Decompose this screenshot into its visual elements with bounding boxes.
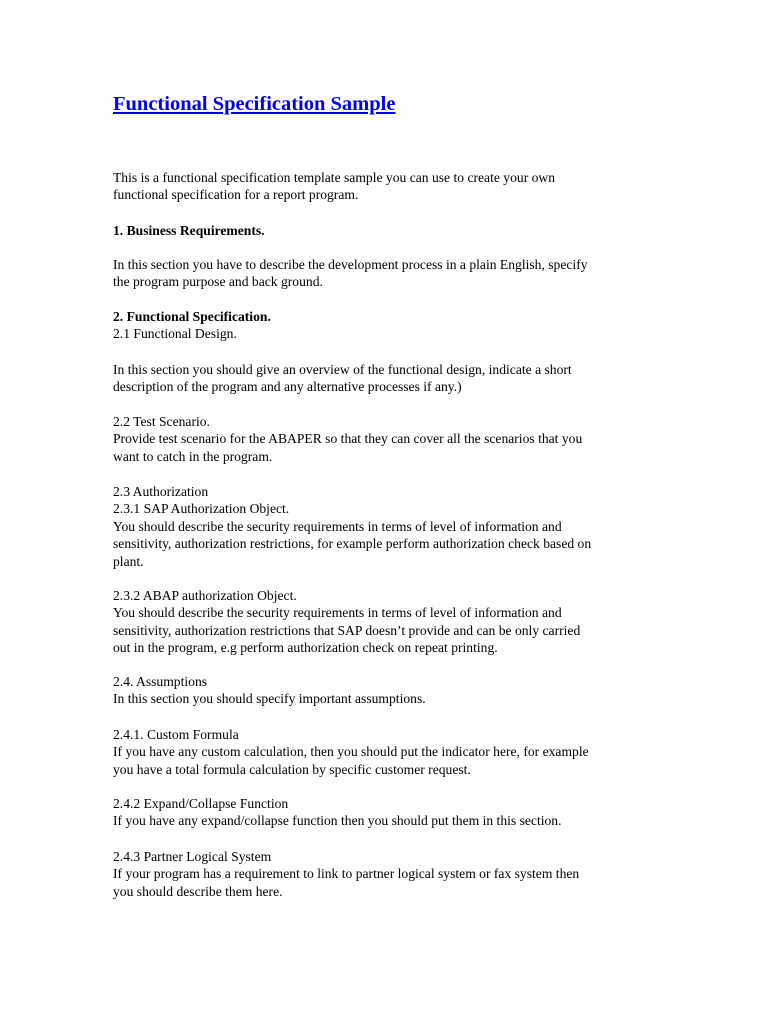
subheading-2-4: 2.4. Assumptions xyxy=(113,674,208,689)
section-2-4 xyxy=(113,673,673,708)
body-line: out in the program, e.g perform authorization check on repeat printing. xyxy=(113,640,498,656)
document-title-link[interactable]: Functional Specification Sample xyxy=(113,93,396,115)
body-line: plant. xyxy=(113,553,144,569)
body-line: the program purpose and back ground. xyxy=(113,274,323,290)
body-line: If you have any expand/collapse function then you should put them in this section. xyxy=(113,813,562,829)
intro-paragraph xyxy=(113,169,673,204)
body-line: description of the program and any alternative processes if any.) xyxy=(113,379,462,395)
section-2-4-3 xyxy=(113,848,673,900)
section-2-2 xyxy=(113,413,673,465)
section-1-body xyxy=(113,256,673,291)
section-2-heading xyxy=(113,308,673,343)
subheading-2-2: 2.2 Test Scenario. xyxy=(113,414,210,429)
heading-text: 2. Functional Specification. xyxy=(113,309,271,324)
section-2-4-1 xyxy=(113,726,673,778)
section-2-3-2 xyxy=(113,587,673,657)
subheading-2-3-2: 2.3.2 ABAP authorization Object. xyxy=(113,588,297,603)
body-line: want to catch in the program. xyxy=(113,448,273,464)
subheading-2-3: 2.3 Authorization xyxy=(113,484,209,499)
intro-line: functional specification for a report program. xyxy=(113,187,359,203)
body-line: In this section you should give an overview of the functional design, indicate a short xyxy=(113,362,572,377)
intro-line: This is a functional specification template sample you can use to create your own xyxy=(113,170,556,185)
section-2-3 xyxy=(113,483,673,570)
body-line: In this section you have to describe the development process in a plain English, specify xyxy=(113,257,588,272)
heading-text: 1. Business Requirements. xyxy=(113,223,265,238)
section-2-4-2 xyxy=(113,795,673,830)
subheading-2-3-1: 2.3.1 SAP Authorization Object. xyxy=(113,501,290,517)
body-line: In this section you should specify important assumptions. xyxy=(113,691,426,707)
subheading-2-4-1: 2.4.1. Custom Formula xyxy=(113,727,239,742)
body-line: Provide test scenario for the ABAPER so that they can cover all the scenarios that you xyxy=(113,431,583,447)
body-line: You should describe the security requirements in terms of level of information and xyxy=(113,518,562,534)
subheading-2-4-2: 2.4.2 Expand/Collapse Function xyxy=(113,796,289,811)
subheading-2-4-3: 2.4.3 Partner Logical System xyxy=(113,849,272,864)
subheading-2-1: 2.1 Functional Design. xyxy=(113,326,237,342)
body-line: sensitivity, authorization restrictions, for example perform authorization check based on xyxy=(113,536,592,552)
body-line: sensitivity, authorization restrictions that SAP doesn’t provide and can be only carried xyxy=(113,622,581,638)
body-line: If your program has a requirement to link to partner logical system or fax system then xyxy=(113,866,580,882)
body-line: You should describe the security requirements in terms of level of information and xyxy=(113,605,562,621)
body-line: you have a total formula calculation by specific customer request. xyxy=(113,761,471,777)
body-line: If you have any custom calculation, then you should put the indicator here, for example xyxy=(113,744,589,760)
body-line: you should describe them here. xyxy=(113,883,283,899)
section-1-heading xyxy=(113,222,673,239)
section-2-1-body xyxy=(113,361,673,396)
